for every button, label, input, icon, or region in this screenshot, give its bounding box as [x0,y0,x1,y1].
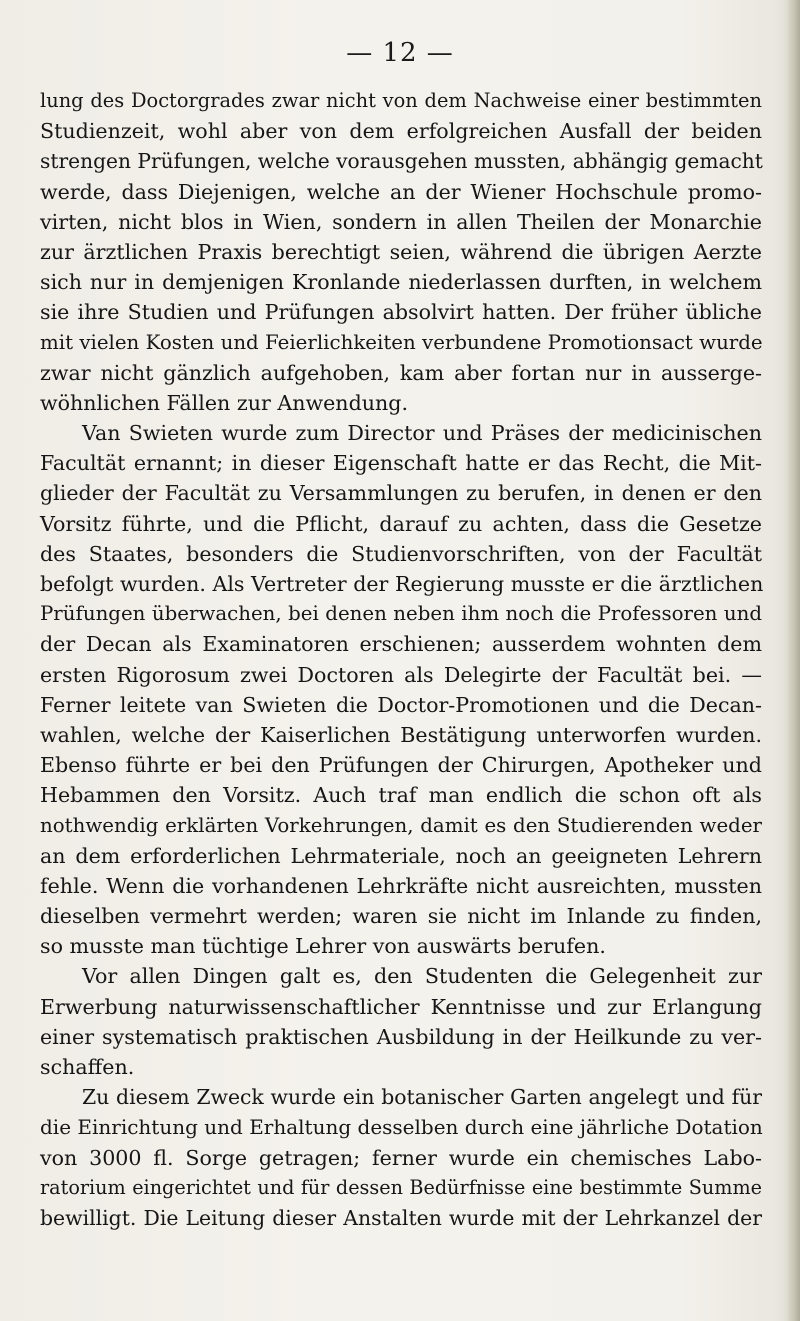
text-line: von 3000 fl. Sorge getragen; ferner wurde ein chemisches Labo- [40,1145,762,1170]
text-line: wöhnlichen Fällen zur Anwendung. [40,390,409,415]
text-line: Erwerbung naturwissenschaftlicher Kenntnisse und zur Erlangung [40,994,762,1019]
text-line: Vorsitz führte, und die Pflicht, darauf zu achten, dass die Gesetze [40,511,762,536]
text-line: Zu diesem Zweck wurde ein botanischer Garten angelegt und für [82,1085,762,1110]
text-line: mit vielen Kosten und Feierlichkeiten verbundene Promotionsact wurde [40,330,763,354]
text-line: ersten Rigorosum zwei Doctoren als Delegirte der Facultät bei. — [40,662,762,687]
page-edge-shadow [786,0,800,1321]
text-line: nothwendig erklärten Vorkehrungen, damit es den Studierenden weder [40,813,762,837]
text-line: Studienzeit, wohl aber von dem erfolgreichen Ausfall der beiden [40,119,762,144]
text-line: ratorium eingerichtet und für dessen Bedürfnisse eine bestimmte Summe [40,1175,762,1199]
text-line: sie ihre Studien und Prüfungen absolvirt hatten. Der früher übliche [40,300,762,325]
text-line: Ferner leitete van Swieten die Doctor-Promotionen und die Decan- [40,692,762,717]
text-line: zur ärztlichen Praxis berechtigt seien, während die übrigen Aerzte [40,239,762,264]
text-line: befolgt wurden. Als Vertreter der Regierung musste er die ärztlichen [40,572,764,596]
text-line: Hebammen den Vorsitz. Auch traf man endlich die schon oft als [40,783,762,808]
text-line: virten, nicht blos in Wien, sondern in allen Theilen der Monarchie [40,209,762,234]
text-line: bewilligt. Die Leitung dieser Anstalten wurde mit der Lehrkanzel der [40,1205,762,1230]
text-line: werde, dass Diejenigen, welche an der Wiener Hochschule promo- [40,179,762,204]
text-line: der Decan als Examinatoren erschienen; ausserdem wohnten dem [40,632,762,657]
text-line: einer systematisch praktischen Ausbildung in der Heilkunde zu ver- [40,1024,762,1049]
text-line: sich nur in demjenigen Kronlande niederlassen durften, in welchem [40,270,762,295]
text-line: Van Swieten wurde zum Director und Präses der medicinischen [82,421,762,446]
text-line: so musste man tüchtige Lehrer von auswärts berufen. [40,934,606,959]
text-line: lung des Doctorgrades zwar nicht von dem Nachweise einer bestimmten [40,89,762,112]
text-line: zwar nicht gänzlich aufgehoben, kam aber fortan nur in ausserge- [40,360,762,385]
text-line: Vor allen Dingen galt es, den Studenten die Gelegenheit zur [82,964,762,989]
text-line: schaffen. [40,1055,135,1079]
text-line: die Einrichtung und Erhaltung desselben durch eine jährliche Dotation [40,1115,763,1140]
text-line: an dem erforderlichen Lehrmateriale, noch an geeigneten Lehrern [40,843,762,868]
text-line: Facultät ernannt; in dieser Eigenschaft hatte er das Recht, die Mit- [40,451,762,476]
text-line: glieder der Facultät zu Versammlungen zu berufen, in denen er den [40,481,762,506]
text-line: Prüfungen überwachen, bei denen neben ihm noch die Professoren und [40,602,762,626]
text-line: Ebenso führte er bei den Prüfungen der Chirurgen, Apotheker und [40,753,762,778]
text-line: wahlen, welche der Kaiserlichen Bestätigung unterworfen wurden. [40,722,762,747]
body-text [40,86,762,1233]
text-line: des Staates, besonders die Studienvorschriften, von der Facultät [40,541,762,566]
text-line: fehle. Wenn die vorhandenen Lehrkräfte nicht ausreichten, mussten [40,873,762,898]
text-line: dieselben vermehrt werden; waren sie nicht im Inlande zu finden, [40,904,762,929]
page-number: — 12 — [346,38,454,68]
text-line: strengen Prüfungen, welche vorausgehen mussten, abhängig gemacht [40,149,763,174]
